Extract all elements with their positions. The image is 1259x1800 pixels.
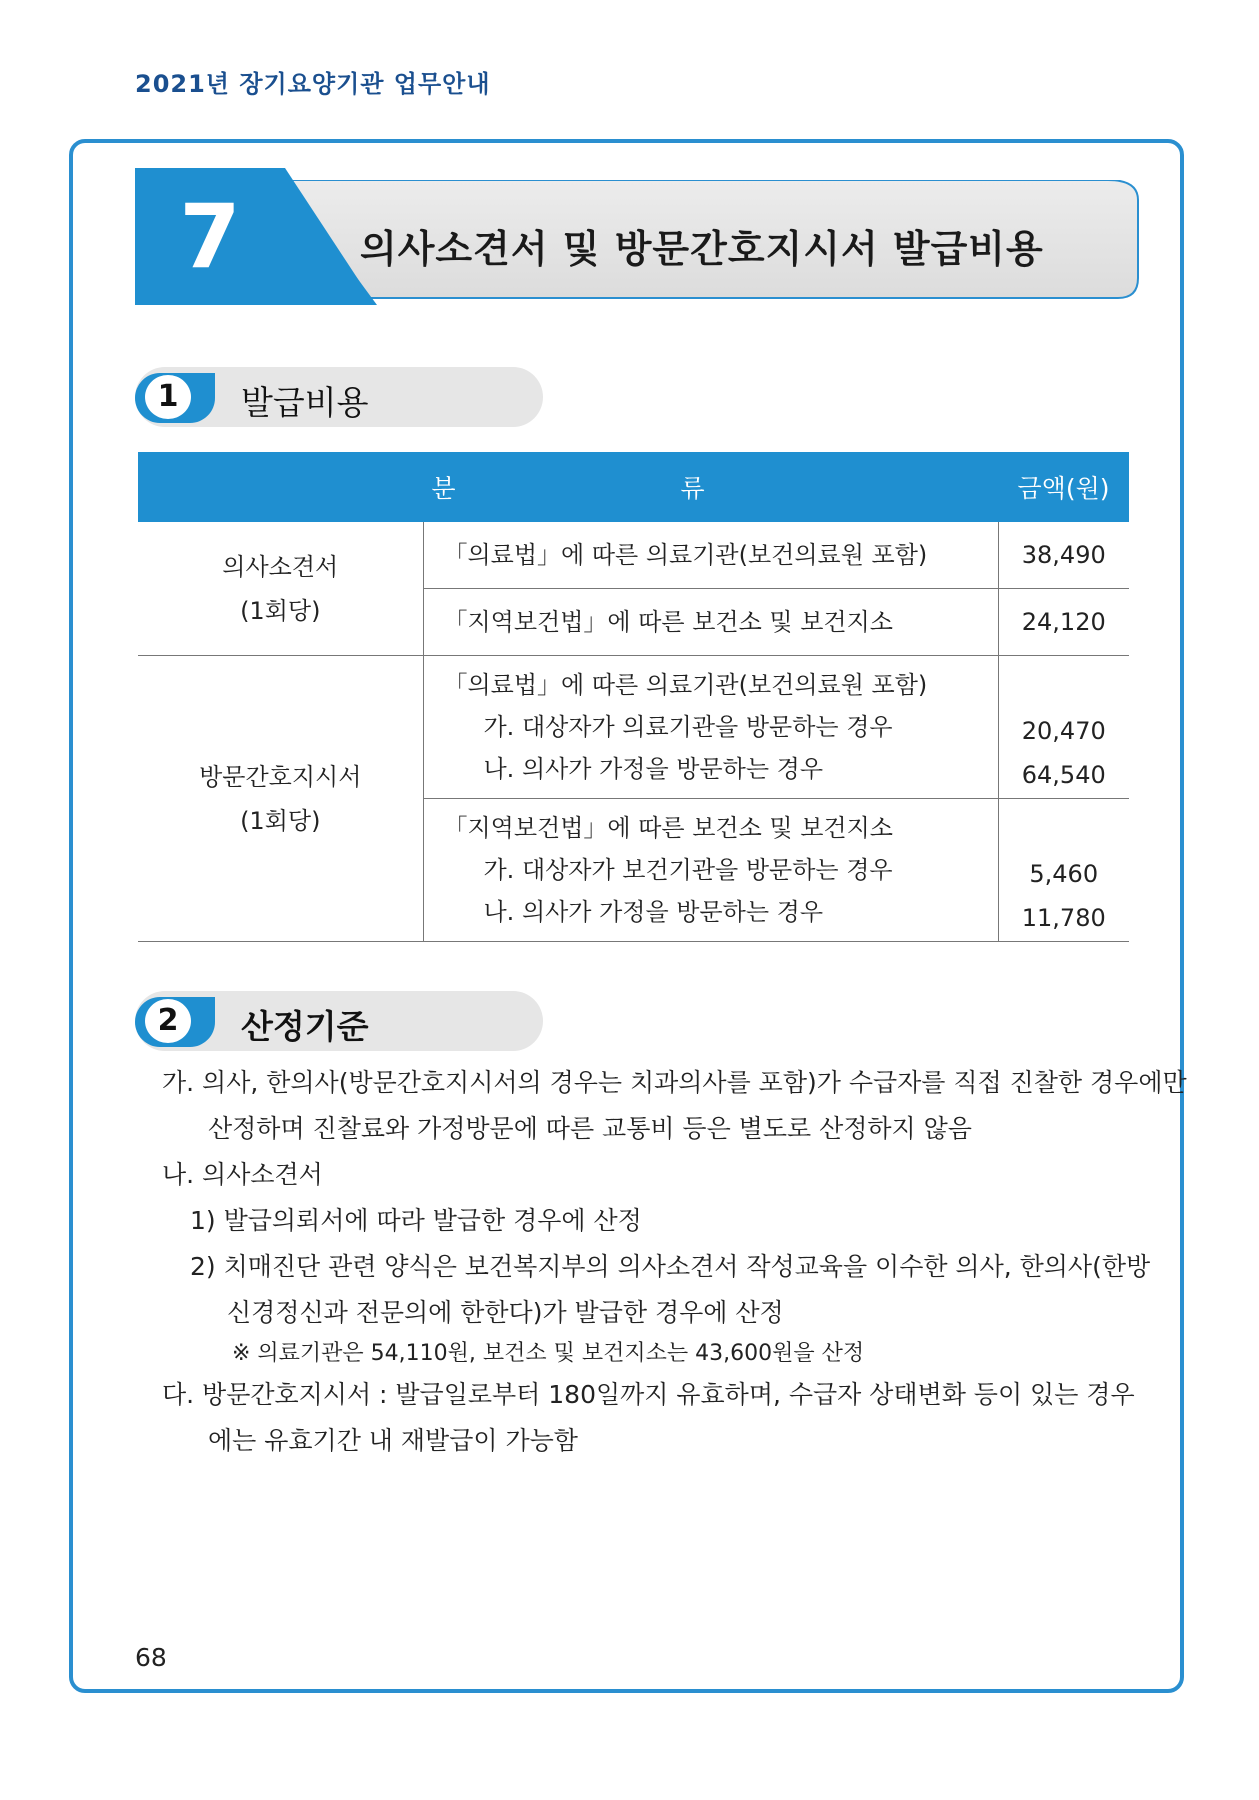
criteria-line: 에는 유효기간 내 재발급이 가능함: [208, 1426, 578, 1455]
criteria-line: 나. 의사소견서: [162, 1160, 323, 1189]
page-number: 68: [135, 1643, 167, 1672]
category-name: 의사소견서: [222, 552, 339, 581]
amount-value: 5,460: [1029, 860, 1099, 888]
amount-cell: 24,120: [998, 589, 1129, 656]
amount-value: 20,470: [1021, 717, 1106, 745]
criteria-line: 다. 방문간호지시서 : 발급일로부터 180일까지 유효하며, 수급자 상태변화 등이 있는 경우: [162, 1380, 1135, 1409]
category-name: 방문간호지시서: [199, 762, 362, 791]
criteria-note: ※ 의료기관은 54,110원, 보건소 및 보건지소는 43,600원을 산정: [232, 1341, 865, 1366]
description-cell: 「의료법」에 따른 의료기관(보건의료원 포함): [423, 522, 998, 589]
description-sub: 나. 의사가 가정을 방문하는 경우: [483, 898, 824, 926]
criteria-line: 산정하며 진찰료와 가정방문에 따른 교통비 등은 별도로 산정하지 않음: [208, 1114, 972, 1143]
running-header: 2021년 장기요양기관 업무안내: [135, 70, 491, 98]
category-per: (1회당): [240, 806, 321, 835]
section-number: 2: [145, 999, 191, 1043]
chapter-title: 의사소견서 및 방문간호지시서 발급비용: [360, 227, 1044, 271]
table-row: [138, 656, 1129, 799]
section-1-heading: [135, 367, 543, 427]
header-amount: 금액(원): [998, 452, 1129, 522]
criteria-line: 신경정신과 전문의에 한한다)가 발급한 경우에 산정: [227, 1298, 784, 1327]
fee-table: [138, 452, 1129, 942]
amount-cell: [998, 656, 1129, 799]
amount-cell: [998, 799, 1129, 942]
description-sub: 가. 대상자가 보건기관을 방문하는 경우: [483, 856, 893, 884]
section-title: 산정기준: [241, 1007, 369, 1046]
section-number: 1: [145, 375, 191, 419]
section-2-heading: [135, 991, 543, 1051]
amount-value: 64,540: [1021, 761, 1106, 789]
criteria-line: 가. 의사, 한의사(방문간호지시서의 경우는 치과의사를 포함)가 수급자를 직접 진찰한 경우에만: [162, 1068, 1187, 1097]
category-per: (1회당): [240, 596, 321, 625]
section-title: 발급비용: [241, 383, 369, 422]
category-cell: [138, 656, 423, 942]
criteria-text: [162, 1060, 1187, 1464]
description-main: 「의료법」에 따른 의료기관(보건의료원 포함): [443, 671, 928, 699]
description-sub: 나. 의사가 가정을 방문하는 경우: [483, 755, 824, 783]
description-cell: 「지역보건법」에 따른 보건소 및 보건지소: [423, 589, 998, 656]
amount-value: 11,780: [1021, 904, 1106, 932]
description-cell: [423, 656, 998, 799]
description-cell: [423, 799, 998, 942]
criteria-line: 1) 발급의뢰서에 따라 발급한 경우에 산정: [190, 1206, 642, 1235]
chapter-number: 7: [179, 185, 241, 288]
amount-cell: 38,490: [998, 522, 1129, 589]
description-main: 「지역보건법」에 따른 보건소 및 보건지소: [443, 814, 893, 842]
category-cell: [138, 522, 423, 656]
header-category: 분 류: [138, 452, 998, 522]
description-sub: 가. 대상자가 의료기관을 방문하는 경우: [483, 713, 893, 741]
criteria-line: 2) 치매진단 관련 양식은 보건복지부의 의사소견서 작성교육을 이수한 의사, 한의사(한방: [190, 1252, 1151, 1281]
table-row: [138, 522, 1129, 589]
table-header-row: [138, 452, 1129, 522]
